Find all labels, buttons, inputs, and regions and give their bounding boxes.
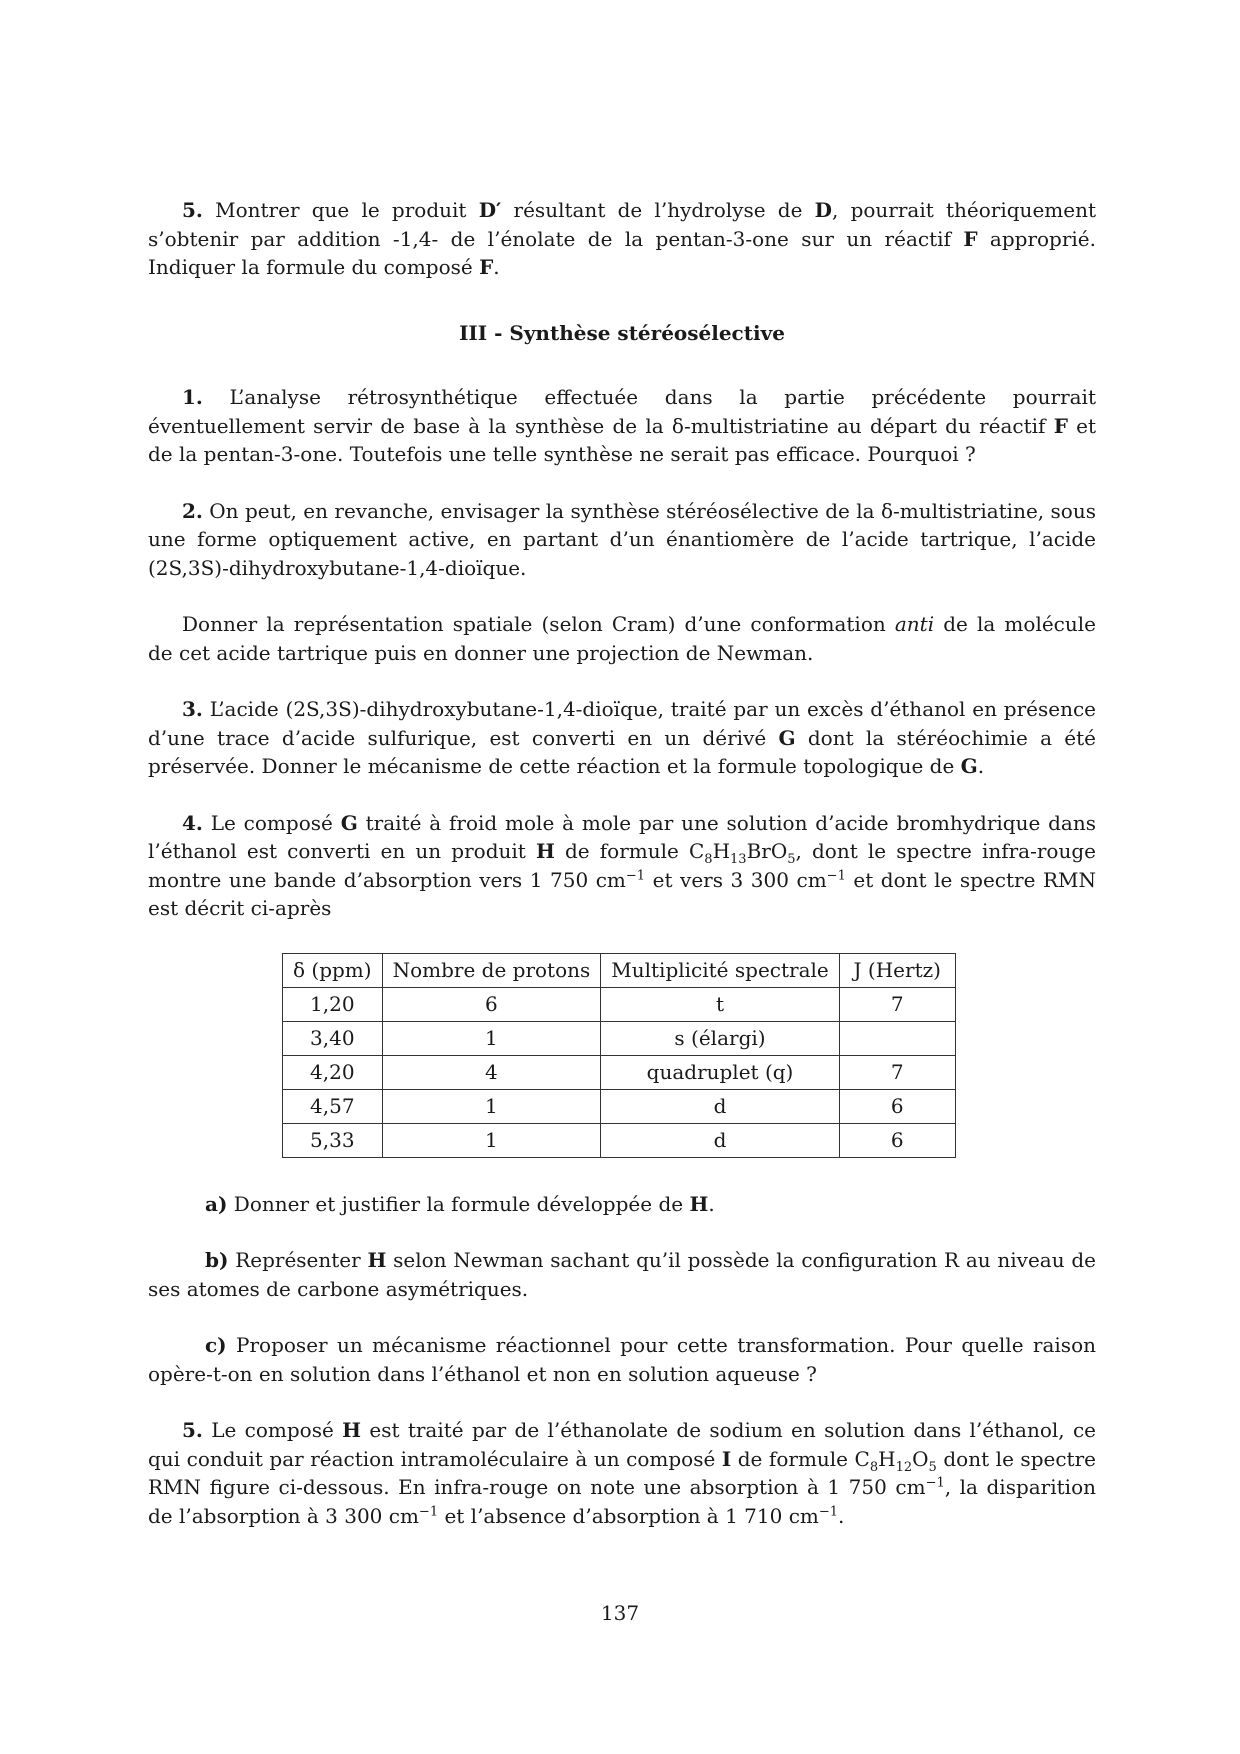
- question-5: 5. Le composé H est traité par de l’éthanolate de sodium en solution dans l’éthanol, ce qui conduit par réaction intramoléculaire à un composé I de formule $C_8H_{12}O_5$ dont le spectre RMN figure ci-dessous. En infra-rouge on note une absorption à 1 750 $cm^{-1}$, la disparition de l’absorption à 3 300 $cm^{-1}$ et l’absence d’absorption à 1 710 $cm^{-1}$.: [148, 1418, 1096, 1528]
- question-number: 4.: [182, 810, 203, 835]
- table-cell: d: [601, 1123, 839, 1157]
- header-j: J (Hertz): [839, 953, 955, 987]
- subquestion-b: b) Représenter H selon Newman sachant qu’il possède la configuration R au niveau de ses atomes de carbone asymétriques.: [148, 1248, 1096, 1301]
- question-number: 3.: [182, 697, 203, 721]
- table-cell: 6: [382, 987, 601, 1021]
- table-cell: 6: [839, 1089, 955, 1123]
- table-cell: 7: [839, 1055, 955, 1089]
- table-row: [283, 987, 956, 1021]
- table-cell: 6: [839, 1123, 955, 1157]
- question-4: 4. Le composé G traité à froid mole à mole par une solution d’acide bromhydrique dans l’éthanol est converti en un produit H de formule $C_8H_{13}BrO_5$, dont le spectre infra-rouge montre une bande d’absorption vers 1 750 $cm^{-1}$ et vers 3 300 $cm^{-1}$ et dont le spectre RMN est décrit ci-après: [148, 810, 1097, 920]
- table-cell: quadruplet (q): [601, 1055, 839, 1089]
- table-cell: 4,57: [283, 1089, 383, 1123]
- table-cell: [839, 1021, 955, 1055]
- table-cell: d: [601, 1089, 839, 1123]
- question-1: 1. L’analyse rétrosynthétique effectuée dans la partie précédente pourrait éventuellement servir de base à la synthèse de la δ-multistriatine au départ du réactif F et de la pentan-3-one. Toutefois une telle synthèse ne serait pas efficace. Pourquoi ?: [148, 385, 1097, 466]
- subquestion-c: c) Proposer un mécanisme réactionnel pour cette transformation. Pour quelle raison opère-t-on en solution dans l’éthanol et non en solution aqueuse ?: [148, 1333, 1096, 1386]
- header-protons: Nombre de protons: [382, 953, 601, 987]
- table-row: [283, 1123, 956, 1157]
- question-3: 3. L’acide (2S,3S)-dihydroxybutane-1,4-dioïque, traité par un excès d’éthanol en présence d’une trace d’acide sulfurique, est converti en un dérivé G dont la stéréochimie a été préservée. Donner le mécanisme de cette réaction et la formule topologique de G.: [148, 697, 1096, 778]
- header-multiplicity: Multiplicité spectrale: [601, 953, 839, 987]
- table-cell: 5,33: [283, 1123, 383, 1157]
- section-title: III - Synthèse stéréosélective: [459, 320, 785, 345]
- question-number: 1.: [182, 385, 203, 409]
- subquestion-a: a) Donner et justifier la formule développée de H.: [205, 1191, 715, 1216]
- question-5-part2: 5. Montrer que le produit D′ résultant de l’hydrolyse de D, pourrait théoriquement s’obtenir par addition -1,4- de l’énolate de la pentan-3-one sur un réactif F approprié. Indiquer la formule du composé F.: [148, 198, 1096, 279]
- table-cell: 1: [382, 1089, 601, 1123]
- question-2: 2. On peut, en revanche, envisager la synthèse stéréosélective de la δ-multistriatine, sous une forme optiquement active, en partant d’un énantiomère de l’acide tartrique, l’acide (2S,3S)-dihydroxybutane-1,4-dioïque.: [148, 498, 1096, 580]
- table-row: [283, 1021, 956, 1055]
- table-cell: 1: [382, 1123, 601, 1157]
- nmr-table: [282, 953, 956, 1158]
- question-number: 5.: [182, 1418, 203, 1442]
- page-number: 137: [600, 1601, 640, 1625]
- table-cell: 1: [382, 1021, 601, 1055]
- table-cell: 1,20: [283, 987, 383, 1021]
- question-2-instruction: Donner la représentation spatiale (selon Cram) d’une conformation anti de la molécule de cet acide tartrique puis en donner une projection de Newman.: [148, 612, 1096, 665]
- table-row: [283, 1089, 956, 1123]
- header-delta: δ (ppm): [283, 953, 383, 987]
- table-header-row: [283, 953, 956, 987]
- table-row: [283, 1055, 956, 1089]
- question-number: 5.: [182, 198, 203, 222]
- table-cell: 4: [382, 1055, 601, 1089]
- table-cell: s (élargi): [601, 1021, 839, 1055]
- table-cell: 7: [839, 987, 955, 1021]
- table-cell: 3,40: [283, 1021, 383, 1055]
- question-number: 2.: [182, 498, 203, 523]
- table-cell: t: [601, 987, 839, 1021]
- table-cell: 4,20: [283, 1055, 383, 1089]
- page-content: [148, 196, 1096, 1530]
